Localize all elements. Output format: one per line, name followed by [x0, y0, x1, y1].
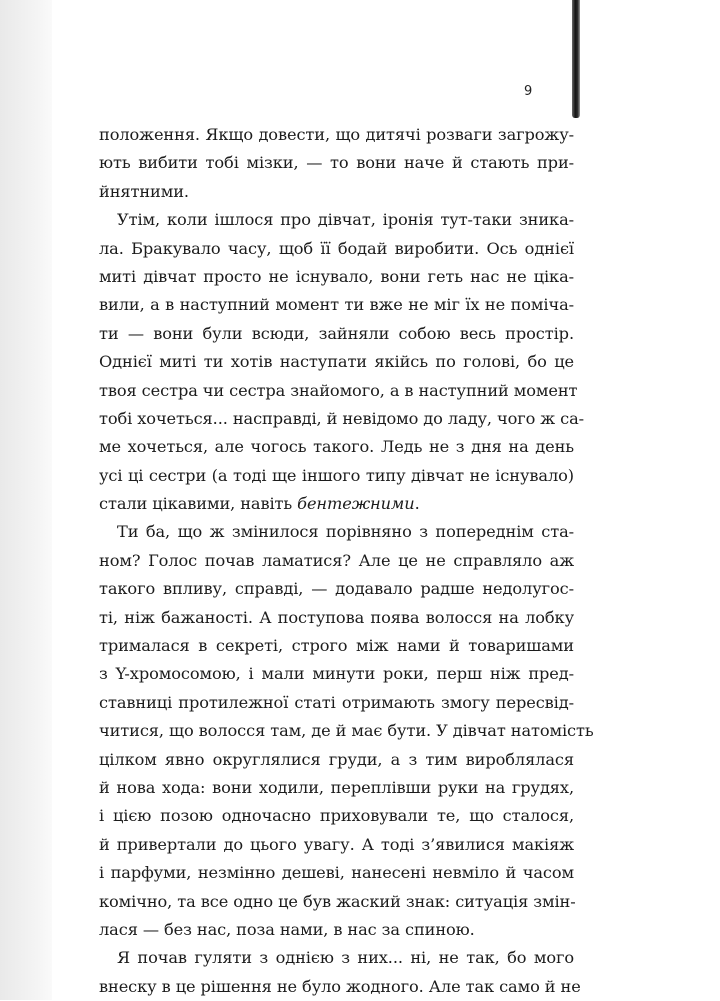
text-line: й нова хода: вони ходили, переплівши руки на грудях, — [99, 777, 574, 797]
text-line: і цією позою одночасно приховували те, що сталося, — [99, 806, 574, 826]
text-line: ті, ніж бажаності. А поступова поява волосся на лобку — [99, 607, 574, 627]
book-spine-edge — [572, 0, 580, 118]
text-line: ставниці протилежної статі отримають змогу пересвід- — [99, 692, 574, 712]
text-line: ном? Голос почав ламатися? Але це не справляло аж — [99, 550, 574, 570]
text-span: стали цікавими, навіть — [99, 494, 298, 514]
page-number: 9 — [524, 84, 533, 99]
text-line: вили, а в наступний момент ти вже не міг їх не поміча- — [99, 295, 574, 315]
text-line: цілком явно округлялися груди, а з тим вироблялася — [99, 749, 574, 769]
text-line: ла. Бракувало часу, щоб її бодай виробити. Ось однієї — [99, 238, 574, 258]
text-line: йнятними. — [99, 181, 189, 201]
text-line: і парфуми, незмінно дешеві, нанесені невміло й часом — [99, 863, 574, 883]
text-line: усі ці сестри (а тоді ще іншого типу дівчат не існувало) — [99, 465, 574, 485]
text-span: . — [414, 494, 420, 514]
paragraph-start-line: Ти ба, що ж змінилося порівняно з попереднім ста- — [117, 522, 574, 542]
text-line: твоя сестра чи сестра знайомого, а в наступний момент — [99, 380, 578, 400]
text-line: комічно, та все одно це був жаский знак: ситуація змін- — [99, 891, 576, 911]
text-line: ме хочеться, але чогось такого. Ледь не з дня на день — [99, 437, 574, 457]
paragraph-start-line: Утім, коли ішлося про дівчат, іронія тут-таки зника- — [117, 210, 574, 230]
text-line: положення. Якщо довести, що дитячі розваги загрожу- — [99, 125, 574, 144]
text-line: й привертали до цього увагу. А тоді з’явилися макіяж — [99, 834, 574, 854]
body-text — [99, 121, 594, 1001]
text-line: з Y-хромосомою, і мали минути роки, перш ніж пред- — [99, 664, 574, 684]
text-line: миті дівчат просто не існувало, вони геть нас не ціка- — [99, 266, 574, 286]
text-line — [99, 490, 574, 518]
text-line: ють вибити тобі мізки, — то вони наче й стають при- — [99, 153, 574, 173]
text-line: тобі хочеться... насправді, й невідомо до ладу, чого ж са- — [99, 408, 585, 428]
text-line: лася — без нас, поза нами, в нас за спиною. — [99, 919, 475, 939]
left-page-shadow — [0, 0, 52, 1000]
text-line: ти — вони були всюди, зайняли собою весь простір. — [99, 323, 574, 343]
paragraph-start-line: Я почав гуляти з однією з них... ні, не так, бо мого — [117, 948, 574, 968]
text-line: читися, що волосся там, де й має бути. У дівчат натомість — [99, 721, 594, 741]
emphasized-word: бентежними — [297, 494, 415, 514]
text-line: трималася в секреті, строго між нами й товаришами — [99, 636, 574, 656]
text-line: внеску в це рішення не було жодного. Але так само й не — [99, 976, 581, 996]
text-line: Однієї миті ти хотів наступати якійсь по голові, бо це — [99, 352, 574, 372]
text-line: такого впливу, справді, — додавало радше недолугос- — [99, 579, 574, 599]
